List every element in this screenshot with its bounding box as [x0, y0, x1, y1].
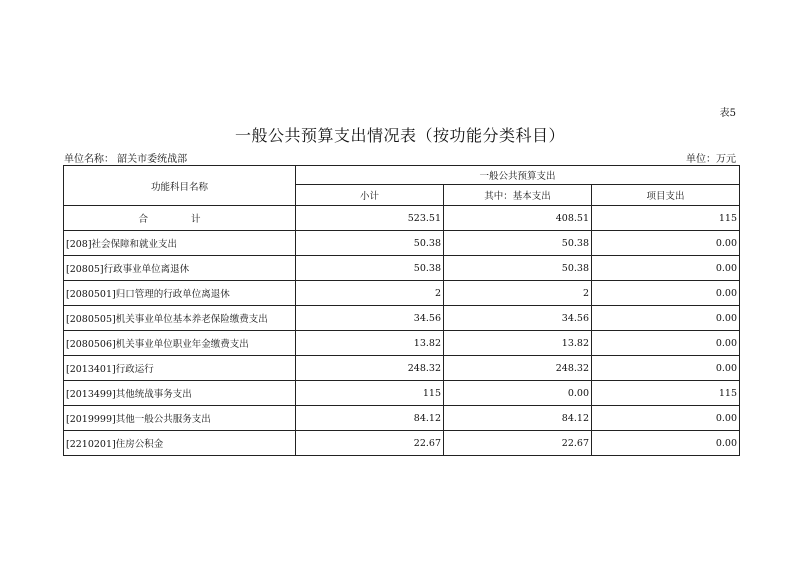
row-subject-name: [2210201]住房公积金	[64, 431, 296, 456]
row-project: 0.00	[592, 256, 740, 281]
total-label: 合 计	[64, 206, 296, 231]
row-subtotal: 115	[296, 381, 444, 406]
row-project: 0.00	[592, 231, 740, 256]
table-row	[64, 306, 740, 331]
table-row	[64, 406, 740, 431]
row-subtotal: 2	[296, 281, 444, 306]
row-project: 0.00	[592, 281, 740, 306]
row-subject-name: [2080505]机关事业单位基本养老保险缴费支出	[64, 306, 296, 331]
header-subject-name: 功能科目名称	[64, 166, 296, 206]
table-row	[64, 381, 740, 406]
header-project-expenditure: 项目支出	[592, 185, 740, 206]
row-basic: 34.56	[444, 306, 592, 331]
row-subject-name: [2080501]归口管理的行政单位离退休	[64, 281, 296, 306]
row-subtotal: 50.38	[296, 231, 444, 256]
row-subtotal: 84.12	[296, 406, 444, 431]
header-budget-group: 一般公共预算支出	[296, 166, 740, 185]
total-row	[64, 206, 740, 231]
row-project: 0.00	[592, 406, 740, 431]
row-project: 115	[592, 381, 740, 406]
row-basic: 248.32	[444, 356, 592, 381]
row-project: 0.00	[592, 356, 740, 381]
row-basic: 50.38	[444, 256, 592, 281]
row-subject-name: [2013401]行政运行	[64, 356, 296, 381]
table-row	[64, 256, 740, 281]
table-row	[64, 231, 740, 256]
row-subtotal: 50.38	[296, 256, 444, 281]
row-basic: 2	[444, 281, 592, 306]
row-subtotal: 22.67	[296, 431, 444, 456]
table-row	[64, 331, 740, 356]
row-basic: 84.12	[444, 406, 592, 431]
row-subtotal: 248.32	[296, 356, 444, 381]
budget-expenditure-table	[63, 165, 740, 456]
table-row	[64, 356, 740, 381]
row-basic: 0.00	[444, 381, 592, 406]
header-subtotal: 小计	[296, 185, 444, 206]
table-number: 表5	[719, 108, 736, 119]
table-row	[64, 431, 740, 456]
row-subject-name: [208]社会保障和就业支出	[64, 231, 296, 256]
unit-name-label: 单位名称： 韶关市委统战部	[64, 154, 188, 165]
row-project: 0.00	[592, 431, 740, 456]
row-subtotal: 34.56	[296, 306, 444, 331]
row-subtotal: 13.82	[296, 331, 444, 356]
row-basic: 13.82	[444, 331, 592, 356]
row-subject-name: [20805]行政事业单位离退休	[64, 256, 296, 281]
header-basic-expenditure: 其中：基本支出	[444, 185, 592, 206]
total-subtotal: 523.51	[296, 206, 444, 231]
total-project: 115	[592, 206, 740, 231]
row-project: 0.00	[592, 306, 740, 331]
table-row	[64, 281, 740, 306]
currency-unit-label: 单位：万元	[686, 154, 736, 165]
document-title: 一般公共预算支出情况表（按功能分类科目）	[234, 126, 565, 145]
row-basic: 22.67	[444, 431, 592, 456]
row-subject-name: [2013499]其他统战事务支出	[64, 381, 296, 406]
row-subject-name: [2080506]机关事业单位职业年金缴费支出	[64, 331, 296, 356]
row-project: 0.00	[592, 331, 740, 356]
row-basic: 50.38	[444, 231, 592, 256]
row-subject-name: [2019999]其他一般公共服务支出	[64, 406, 296, 431]
total-basic: 408.51	[444, 206, 592, 231]
